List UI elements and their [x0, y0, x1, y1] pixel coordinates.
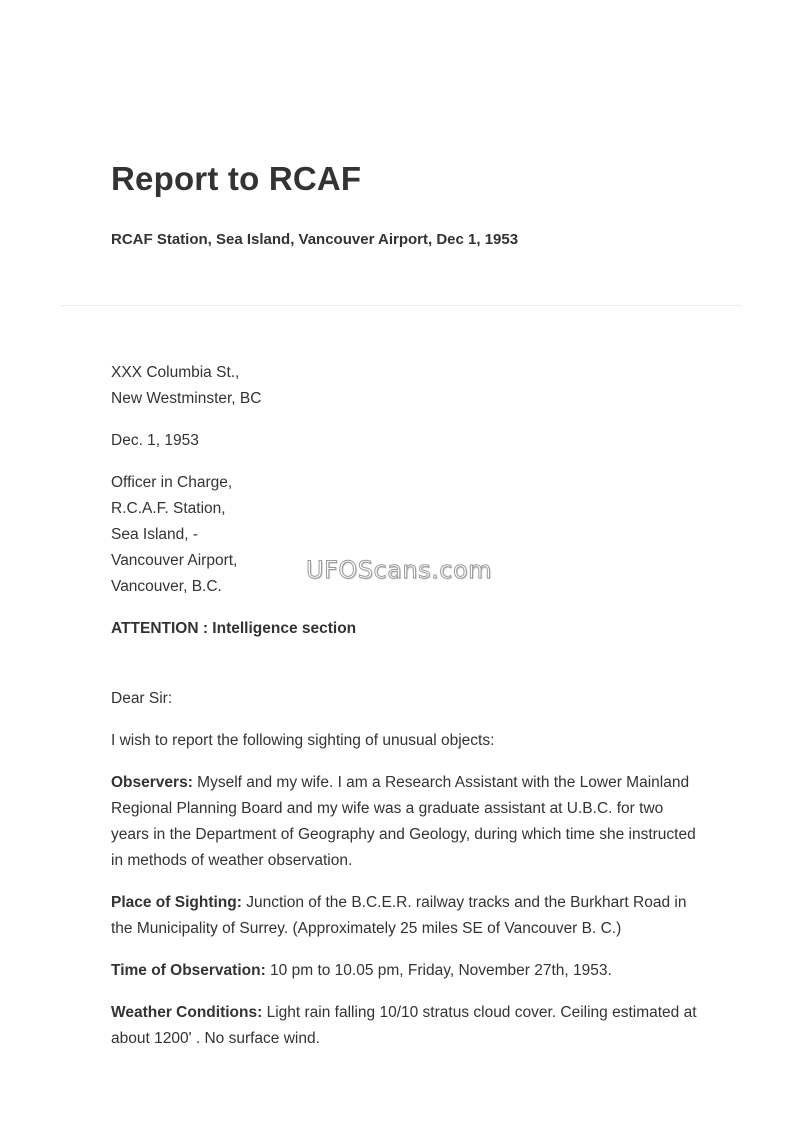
section-label: Weather Conditions: — [111, 1004, 263, 1021]
watermark-text: UFOScans.com — [306, 556, 492, 584]
section-label: Place of Sighting: — [111, 894, 242, 911]
sender-address — [111, 360, 701, 412]
letter-date: Dec. 1, 1953 — [111, 432, 199, 449]
recipient-address-line: R.C.A.F. Station, — [111, 500, 226, 517]
recipient-address-line: Vancouver Airport, — [111, 552, 238, 569]
sender-address-line: XXX Columbia St., — [111, 364, 240, 381]
letter-body — [111, 360, 701, 1068]
header-divider — [60, 305, 742, 306]
section-text: 10 pm to 10.05 pm, Friday, November 27th, 1953. — [265, 962, 612, 979]
recipient-address-line: Vancouver, B.C. — [111, 578, 222, 595]
intro-paragraph: I wish to report the following sighting of unusual objects: — [111, 732, 495, 749]
page-subtitle: RCAF Station, Sea Island, Vancouver Airport, Dec 1, 1953 — [111, 231, 519, 248]
section-text: Junction of the B.C.E.R. railway tracks and the Burkhart Road in the Municipality of Surrey. (Approximately 25 miles SE of Vancouver B. C.) — [111, 894, 687, 937]
section-label: Observers: — [111, 774, 193, 791]
place-paragraph — [111, 890, 701, 942]
recipient-address-line: Sea Island, - — [111, 526, 199, 543]
recipient-address-line: Officer in Charge, — [111, 474, 233, 491]
section-label: Time of Observation: — [111, 962, 266, 979]
section-text: Light rain falling 10/10 stratus cloud cover. Ceiling estimated at about 1200' . No surface wind. — [111, 1004, 697, 1047]
observers-paragraph — [111, 770, 701, 874]
sender-address-line: New Westminster, BC — [111, 390, 262, 407]
time-paragraph — [111, 958, 701, 984]
section-text: Myself and my wife. I am a Research Assistant with the Lower Mainland Regional Planning Board and my wife was a graduate assistant at U.B.C. for two years in the Department of Geography and Geology, during which time she instructed in methods of weather observation. — [111, 774, 696, 869]
attention-line: ATTENTION : Intelligence section — [111, 620, 357, 637]
page-title: Report to RCAF — [111, 160, 362, 197]
weather-paragraph — [111, 1000, 701, 1052]
salutation: Dear Sir: — [111, 690, 173, 707]
